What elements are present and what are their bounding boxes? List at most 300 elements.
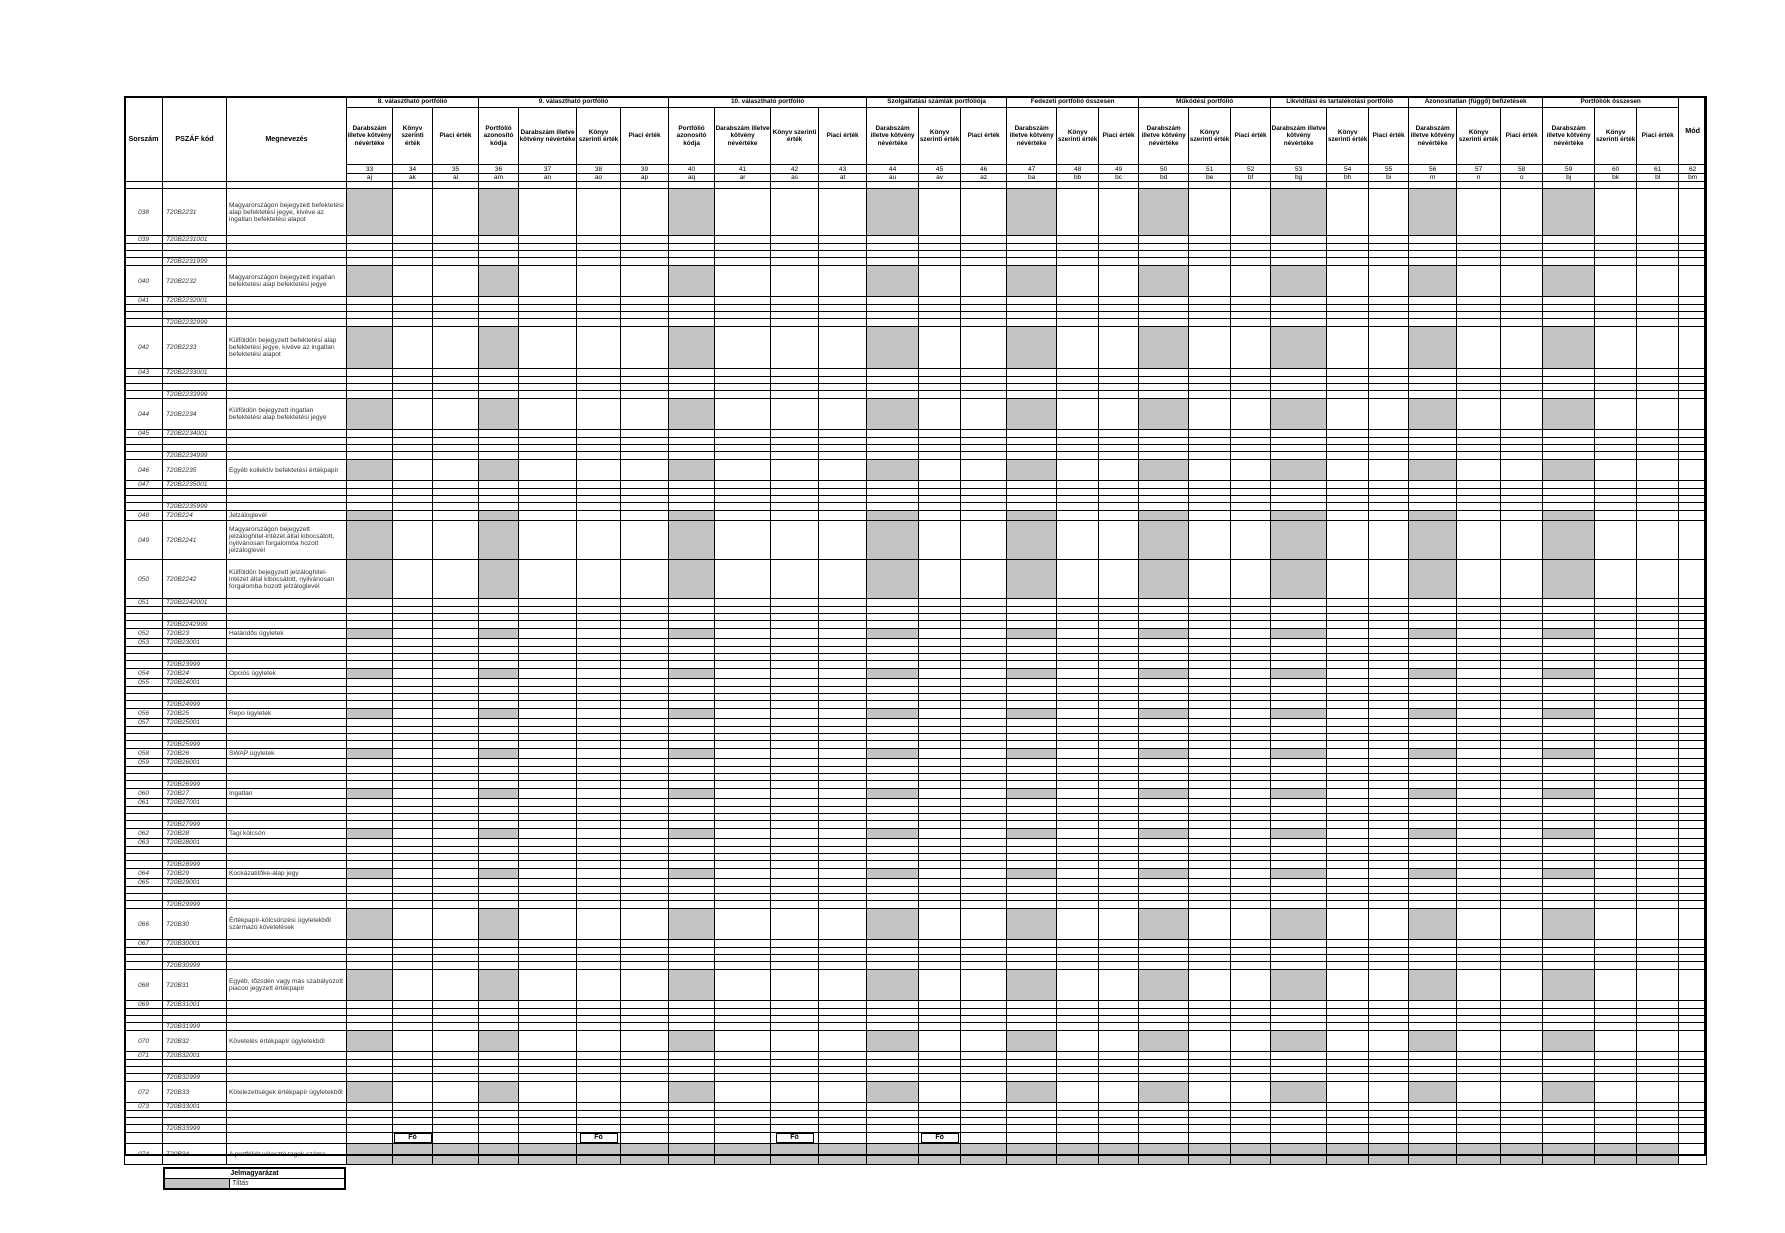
value-cell[interactable] <box>961 829 1007 839</box>
value-cell[interactable] <box>1327 887 1369 894</box>
value-cell[interactable] <box>669 734 715 741</box>
value-cell[interactable] <box>1457 909 1501 940</box>
value-cell[interactable] <box>393 869 433 879</box>
value-cell[interactable] <box>479 1009 519 1016</box>
value-cell[interactable] <box>1637 759 1679 767</box>
value-cell[interactable] <box>1501 1031 1543 1052</box>
value-cell[interactable] <box>919 781 961 789</box>
value-cell[interactable] <box>1327 481 1369 489</box>
value-cell[interactable] <box>1595 789 1637 799</box>
value-cell[interactable] <box>1457 1103 1501 1111</box>
value-cell[interactable] <box>393 829 433 839</box>
value-cell[interactable] <box>1457 297 1501 305</box>
value-cell[interactable] <box>1057 614 1099 621</box>
value-cell[interactable] <box>1679 847 1707 854</box>
value-cell[interactable] <box>961 1125 1007 1133</box>
value-cell[interactable] <box>1139 909 1189 940</box>
value-cell[interactable] <box>771 955 819 962</box>
value-cell[interactable] <box>479 701 519 709</box>
value-cell[interactable] <box>1457 189 1501 236</box>
value-cell[interactable] <box>771 236 819 244</box>
value-cell[interactable] <box>347 767 393 774</box>
value-cell[interactable] <box>1369 774 1409 781</box>
value-cell[interactable] <box>1369 369 1409 377</box>
value-cell[interactable] <box>1271 727 1327 734</box>
value-cell[interactable] <box>919 909 961 940</box>
value-cell[interactable] <box>1099 266 1139 297</box>
value-cell[interactable] <box>1501 962 1543 970</box>
value-cell[interactable] <box>1543 847 1595 854</box>
value-cell[interactable] <box>961 781 1007 789</box>
value-cell[interactable] <box>1271 679 1327 687</box>
value-cell[interactable] <box>1057 654 1099 661</box>
value-cell[interactable] <box>347 814 393 821</box>
value-cell[interactable] <box>1327 962 1369 970</box>
value-cell[interactable] <box>1271 1060 1327 1067</box>
value-cell[interactable] <box>1271 1103 1327 1111</box>
value-cell[interactable] <box>1231 327 1271 369</box>
value-cell[interactable] <box>1501 847 1543 854</box>
value-cell[interactable] <box>347 481 393 489</box>
value-cell[interactable] <box>1189 319 1231 327</box>
value-cell[interactable] <box>819 319 867 327</box>
value-cell[interactable] <box>433 629 479 639</box>
value-cell[interactable] <box>1007 789 1057 799</box>
value-cell[interactable] <box>621 251 669 258</box>
value-cell[interactable] <box>621 1016 669 1023</box>
value-cell[interactable] <box>1271 789 1327 799</box>
value-cell[interactable] <box>1007 909 1057 940</box>
value-cell[interactable] <box>1637 767 1679 774</box>
value-cell[interactable] <box>1327 901 1369 909</box>
value-cell[interactable] <box>519 701 577 709</box>
value-cell[interactable] <box>1139 781 1189 789</box>
value-cell[interactable] <box>433 821 479 829</box>
value-cell[interactable] <box>715 1074 771 1082</box>
value-cell[interactable] <box>867 727 919 734</box>
value-cell[interactable] <box>1007 489 1057 496</box>
value-cell[interactable] <box>393 244 433 251</box>
value-cell[interactable] <box>1007 607 1057 614</box>
value-cell[interactable] <box>1231 621 1271 629</box>
value-cell[interactable] <box>1679 727 1707 734</box>
value-cell[interactable] <box>1501 894 1543 901</box>
value-cell[interactable] <box>1139 1103 1189 1111</box>
value-cell[interactable] <box>1501 1144 1543 1165</box>
value-cell[interactable] <box>669 445 715 452</box>
value-cell[interactable] <box>1139 244 1189 251</box>
value-cell[interactable] <box>819 694 867 701</box>
value-cell[interactable] <box>669 894 715 901</box>
value-cell[interactable] <box>1501 679 1543 687</box>
value-cell[interactable] <box>1231 727 1271 734</box>
value-cell[interactable] <box>715 821 771 829</box>
value-cell[interactable] <box>577 719 621 727</box>
value-cell[interactable] <box>1189 639 1231 647</box>
value-cell[interactable] <box>519 438 577 445</box>
value-cell[interactable] <box>621 496 669 503</box>
value-cell[interactable] <box>347 503 393 511</box>
value-cell[interactable] <box>715 629 771 639</box>
value-cell[interactable] <box>1271 1125 1327 1133</box>
value-cell[interactable] <box>1007 189 1057 236</box>
value-cell[interactable] <box>1099 1144 1139 1165</box>
value-cell[interactable] <box>819 647 867 654</box>
value-cell[interactable] <box>433 1016 479 1023</box>
value-cell[interactable] <box>867 709 919 719</box>
value-cell[interactable] <box>1231 879 1271 887</box>
value-cell[interactable] <box>1231 679 1271 687</box>
value-cell[interactable] <box>1099 384 1139 391</box>
value-cell[interactable] <box>919 266 961 297</box>
value-cell[interactable] <box>1679 821 1707 829</box>
value-cell[interactable] <box>771 799 819 807</box>
value-cell[interactable] <box>347 189 393 236</box>
value-cell[interactable] <box>1679 774 1707 781</box>
value-cell[interactable] <box>1501 614 1543 621</box>
value-cell[interactable] <box>1501 767 1543 774</box>
value-cell[interactable] <box>1231 629 1271 639</box>
value-cell[interactable] <box>621 1023 669 1031</box>
value-cell[interactable] <box>715 948 771 955</box>
value-cell[interactable] <box>867 1118 919 1125</box>
value-cell[interactable] <box>1409 599 1457 607</box>
value-cell[interactable] <box>1543 694 1595 701</box>
value-cell[interactable] <box>1679 189 1707 236</box>
value-cell[interactable] <box>771 489 819 496</box>
value-cell[interactable] <box>961 384 1007 391</box>
value-cell[interactable] <box>669 909 715 940</box>
value-cell[interactable] <box>1369 694 1409 701</box>
value-cell[interactable] <box>1543 901 1595 909</box>
value-cell[interactable] <box>1057 799 1099 807</box>
value-cell[interactable] <box>433 399 479 430</box>
value-cell[interactable] <box>669 251 715 258</box>
value-cell[interactable] <box>347 879 393 887</box>
value-cell[interactable] <box>621 607 669 614</box>
value-cell[interactable] <box>961 391 1007 399</box>
value-cell[interactable] <box>519 297 577 305</box>
value-cell[interactable] <box>771 749 819 759</box>
value-cell[interactable] <box>919 258 961 266</box>
value-cell[interactable] <box>347 1067 393 1074</box>
value-cell[interactable] <box>1369 560 1409 599</box>
value-cell[interactable] <box>715 1111 771 1118</box>
value-cell[interactable] <box>393 955 433 962</box>
value-cell[interactable] <box>867 189 919 236</box>
value-cell[interactable] <box>1271 767 1327 774</box>
value-cell[interactable] <box>919 709 961 719</box>
value-cell[interactable] <box>1271 799 1327 807</box>
value-cell[interactable] <box>1543 940 1595 948</box>
value-cell[interactable] <box>715 1082 771 1103</box>
value-cell[interactable] <box>1543 962 1595 970</box>
value-cell[interactable] <box>771 970 819 1001</box>
value-cell[interactable] <box>433 781 479 789</box>
value-cell[interactable] <box>771 1074 819 1082</box>
value-cell[interactable] <box>1409 909 1457 940</box>
value-cell[interactable] <box>1007 854 1057 861</box>
value-cell[interactable] <box>1327 614 1369 621</box>
value-cell[interactable] <box>577 511 621 521</box>
value-cell[interactable] <box>393 430 433 438</box>
value-cell[interactable] <box>819 901 867 909</box>
value-cell[interactable] <box>1007 861 1057 869</box>
value-cell[interactable] <box>1057 1082 1099 1103</box>
value-cell[interactable] <box>715 940 771 948</box>
value-cell[interactable] <box>919 789 961 799</box>
value-cell[interactable] <box>1271 391 1327 399</box>
value-cell[interactable] <box>1595 701 1637 709</box>
value-cell[interactable] <box>771 639 819 647</box>
value-cell[interactable] <box>347 1125 393 1133</box>
value-cell[interactable] <box>961 1001 1007 1009</box>
value-cell[interactable] <box>1139 854 1189 861</box>
value-cell[interactable] <box>1595 709 1637 719</box>
value-cell[interactable] <box>1637 1111 1679 1118</box>
value-cell[interactable] <box>519 1016 577 1023</box>
value-cell[interactable] <box>347 654 393 661</box>
value-cell[interactable] <box>1099 1001 1139 1009</box>
value-cell[interactable] <box>1007 1125 1057 1133</box>
value-cell[interactable] <box>1231 709 1271 719</box>
value-cell[interactable] <box>715 687 771 694</box>
value-cell[interactable] <box>819 607 867 614</box>
value-cell[interactable] <box>519 1001 577 1009</box>
value-cell[interactable] <box>347 749 393 759</box>
value-cell[interactable] <box>577 430 621 438</box>
value-cell[interactable] <box>1595 767 1637 774</box>
value-cell[interactable] <box>819 701 867 709</box>
value-cell[interactable] <box>771 789 819 799</box>
value-cell[interactable] <box>1327 799 1369 807</box>
value-cell[interactable] <box>1007 955 1057 962</box>
value-cell[interactable] <box>577 189 621 236</box>
value-cell[interactable] <box>1595 647 1637 654</box>
value-cell[interactable] <box>1099 709 1139 719</box>
value-cell[interactable] <box>433 669 479 679</box>
value-cell[interactable] <box>1189 774 1231 781</box>
value-cell[interactable] <box>1637 741 1679 749</box>
value-cell[interactable] <box>577 521 621 560</box>
value-cell[interactable] <box>1679 669 1707 679</box>
value-cell[interactable] <box>393 236 433 244</box>
value-cell[interactable] <box>1231 781 1271 789</box>
value-cell[interactable] <box>1409 629 1457 639</box>
value-cell[interactable] <box>1409 503 1457 511</box>
value-cell[interactable] <box>1327 496 1369 503</box>
value-cell[interactable] <box>1369 1144 1409 1165</box>
value-cell[interactable] <box>519 629 577 639</box>
value-cell[interactable] <box>1457 251 1501 258</box>
value-cell[interactable] <box>577 909 621 940</box>
value-cell[interactable] <box>479 560 519 599</box>
value-cell[interactable] <box>577 258 621 266</box>
value-cell[interactable] <box>393 1074 433 1082</box>
value-cell[interactable] <box>961 847 1007 854</box>
value-cell[interactable] <box>669 639 715 647</box>
value-cell[interactable] <box>669 1144 715 1165</box>
value-cell[interactable] <box>621 955 669 962</box>
value-cell[interactable] <box>1637 909 1679 940</box>
value-cell[interactable] <box>1271 258 1327 266</box>
value-cell[interactable] <box>1139 1016 1189 1023</box>
value-cell[interactable] <box>669 399 715 430</box>
value-cell[interactable] <box>1595 814 1637 821</box>
value-cell[interactable] <box>1457 948 1501 955</box>
value-cell[interactable] <box>1637 1001 1679 1009</box>
value-cell[interactable] <box>1007 970 1057 1001</box>
value-cell[interactable] <box>479 789 519 799</box>
value-cell[interactable] <box>621 647 669 654</box>
value-cell[interactable] <box>1139 1009 1189 1016</box>
value-cell[interactable] <box>393 909 433 940</box>
value-cell[interactable] <box>1501 1111 1543 1118</box>
value-cell[interactable] <box>867 767 919 774</box>
value-cell[interactable] <box>1139 639 1189 647</box>
value-cell[interactable] <box>433 1074 479 1082</box>
value-cell[interactable] <box>1099 759 1139 767</box>
value-cell[interactable] <box>961 460 1007 481</box>
value-cell[interactable] <box>393 661 433 669</box>
value-cell[interactable] <box>1501 430 1543 438</box>
value-cell[interactable] <box>1007 669 1057 679</box>
value-cell[interactable] <box>621 266 669 297</box>
value-cell[interactable] <box>621 1009 669 1016</box>
value-cell[interactable] <box>1189 266 1231 297</box>
value-cell[interactable] <box>715 1009 771 1016</box>
value-cell[interactable] <box>961 879 1007 887</box>
value-cell[interactable] <box>1189 781 1231 789</box>
value-cell[interactable] <box>1543 438 1595 445</box>
value-cell[interactable] <box>1637 661 1679 669</box>
value-cell[interactable] <box>1007 481 1057 489</box>
value-cell[interactable] <box>577 654 621 661</box>
value-cell[interactable] <box>393 305 433 312</box>
value-cell[interactable] <box>519 661 577 669</box>
value-cell[interactable] <box>577 962 621 970</box>
value-cell[interactable] <box>669 829 715 839</box>
value-cell[interactable] <box>819 312 867 319</box>
value-cell[interactable] <box>819 887 867 894</box>
value-cell[interactable] <box>519 236 577 244</box>
value-cell[interactable] <box>1007 621 1057 629</box>
value-cell[interactable] <box>1231 430 1271 438</box>
value-cell[interactable] <box>1139 654 1189 661</box>
value-cell[interactable] <box>1457 560 1501 599</box>
value-cell[interactable] <box>819 189 867 236</box>
value-cell[interactable] <box>433 511 479 521</box>
value-cell[interactable] <box>347 266 393 297</box>
value-cell[interactable] <box>1007 438 1057 445</box>
value-cell[interactable] <box>919 1103 961 1111</box>
value-cell[interactable] <box>1139 496 1189 503</box>
value-cell[interactable] <box>771 1125 819 1133</box>
value-cell[interactable] <box>393 452 433 460</box>
value-cell[interactable] <box>479 781 519 789</box>
value-cell[interactable] <box>819 821 867 829</box>
value-cell[interactable] <box>621 189 669 236</box>
value-cell[interactable] <box>1139 727 1189 734</box>
value-cell[interactable] <box>1543 496 1595 503</box>
value-cell[interactable] <box>1637 694 1679 701</box>
value-cell[interactable] <box>479 894 519 901</box>
value-cell[interactable] <box>715 399 771 430</box>
value-cell[interactable] <box>819 789 867 799</box>
value-cell[interactable] <box>1637 861 1679 869</box>
value-cell[interactable] <box>1231 719 1271 727</box>
value-cell[interactable] <box>1501 734 1543 741</box>
value-cell[interactable] <box>519 829 577 839</box>
value-cell[interactable] <box>1501 369 1543 377</box>
value-cell[interactable] <box>1139 377 1189 384</box>
value-cell[interactable] <box>669 661 715 669</box>
value-cell[interactable] <box>867 511 919 521</box>
value-cell[interactable] <box>393 879 433 887</box>
value-cell[interactable] <box>1595 1133 1637 1144</box>
value-cell[interactable] <box>519 1111 577 1118</box>
value-cell[interactable] <box>479 312 519 319</box>
value-cell[interactable] <box>519 847 577 854</box>
value-cell[interactable] <box>1189 727 1231 734</box>
value-cell[interactable] <box>1189 847 1231 854</box>
value-cell[interactable] <box>771 694 819 701</box>
value-cell[interactable] <box>919 1023 961 1031</box>
value-cell[interactable] <box>1637 244 1679 251</box>
value-cell[interactable] <box>1637 511 1679 521</box>
value-cell[interactable] <box>919 774 961 781</box>
value-cell[interactable] <box>867 901 919 909</box>
value-cell[interactable] <box>1099 654 1139 661</box>
value-cell[interactable] <box>1057 460 1099 481</box>
value-cell[interactable] <box>1057 734 1099 741</box>
value-cell[interactable] <box>577 481 621 489</box>
value-cell[interactable] <box>433 879 479 887</box>
value-cell[interactable] <box>1409 1060 1457 1067</box>
value-cell[interactable] <box>1327 1060 1369 1067</box>
value-cell[interactable] <box>347 661 393 669</box>
value-cell[interactable] <box>1679 614 1707 621</box>
value-cell[interactable] <box>347 438 393 445</box>
value-cell[interactable] <box>393 647 433 654</box>
value-cell[interactable] <box>819 741 867 749</box>
value-cell[interactable] <box>621 1067 669 1074</box>
value-cell[interactable] <box>1409 749 1457 759</box>
value-cell[interactable] <box>771 521 819 560</box>
value-cell[interactable] <box>621 719 669 727</box>
value-cell[interactable] <box>1679 894 1707 901</box>
value-cell[interactable] <box>577 560 621 599</box>
value-cell[interactable] <box>1057 847 1099 854</box>
value-cell[interactable] <box>1543 445 1595 452</box>
value-cell[interactable] <box>715 789 771 799</box>
value-cell[interactable] <box>919 511 961 521</box>
value-cell[interactable] <box>1189 741 1231 749</box>
value-cell[interactable] <box>1057 759 1099 767</box>
value-cell[interactable] <box>1231 734 1271 741</box>
value-cell[interactable] <box>819 829 867 839</box>
value-cell[interactable] <box>819 727 867 734</box>
value-cell[interactable] <box>621 639 669 647</box>
value-cell[interactable] <box>1057 970 1099 1001</box>
value-cell[interactable] <box>433 1103 479 1111</box>
value-cell[interactable] <box>867 236 919 244</box>
value-cell[interactable] <box>1679 869 1707 879</box>
value-cell[interactable] <box>1007 647 1057 654</box>
value-cell[interactable] <box>819 236 867 244</box>
value-cell[interactable] <box>1327 599 1369 607</box>
value-cell[interactable] <box>1271 901 1327 909</box>
